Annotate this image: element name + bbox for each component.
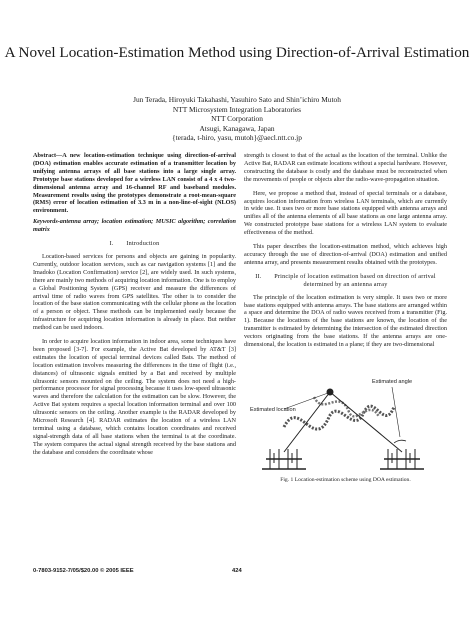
author-address: Atsugi, Kanagawa, Japan <box>199 123 275 133</box>
left-column <box>33 152 236 457</box>
radio-wave-path <box>284 406 394 429</box>
paper-title: A Novel Location-Estimation Method using Direction-of-Arrival Estimation <box>4 44 470 61</box>
label-estimated-angle: Estimated angle <box>372 378 413 385</box>
body-paragraph: The principle of the location estimation is very simple. It uses two or more base stations equipped with antenna arrays. The base stations are arranged within a space and determine the DOA of radio waves received from a transmitter (Fig. 1). Because the locations of the base stations are known, the location of the transmitter is estimated by determining the intersection of the estimated direction vectors originating from the base stations. If the antenna arrays are one-dimensional, the location is estimated in a plane; if they are two-dimensional <box>244 293 447 349</box>
doa-diagram <box>244 357 447 475</box>
abstract: Abstract—A new location-estimation technique using direction-of-arrival (DOA) estimation enables accurate estimation of a transmitter location by unifying antenna arrays of all base stations into a large single array. Prototype base stations developed for a wireless LAN consist of a 4 x 4 two-dimensional antenna array and 16-channel RF and baseband modules. Measurement results using the prototypes demonstrate a root-mean-square (RMS) error of location estimation of 3.3 m in a non-line-of-sight (NLOS) environment. <box>33 152 236 215</box>
keywords: Keywords-antenna array; location estimation; MUSIC algorithm; correlation matrix <box>33 218 236 234</box>
section-heading-introduction: I. Introduction <box>109 240 160 248</box>
figure-1 <box>244 357 447 485</box>
author-org: NTT Corporation <box>211 114 263 124</box>
page-number: 424 <box>232 568 242 574</box>
label-estimated-location: Estimated location <box>250 406 296 413</box>
body-paragraph: Here, we propose a method that, instead of special terminals or a database, acquires location information from wireless LAN terminals, which are currently in wide use. It uses two or more base stations equipped with antenna arrays and unifies all of the antenna elements of all base stations as one large antenna array. We constructed prototype base stations for a wireless LAN system to evaluate effectiveness of the method. <box>244 189 447 237</box>
author-block <box>0 95 474 143</box>
footer-isbn: 0-7803-9152-7/05/$20.00 © 2005 IEEE <box>33 568 134 574</box>
author-lab: NTT Microsystem Integration Laboratories <box>172 104 302 114</box>
body-paragraph: This paper describes the location-estimation method, which achieves high accuracy through the use of direction-of-arrival (DOA) estimation and unified antenna array, and presents measurement results obtained with the prototypes. <box>244 243 447 266</box>
right-column <box>244 152 447 485</box>
direction-vector <box>284 392 330 452</box>
author-email: {terada, t-hiro, yasu, mutoh}@aecl.ntt.co.jp <box>172 133 302 143</box>
direction-vector <box>330 392 402 452</box>
angle-arc <box>394 440 406 443</box>
author-names: Jun Terada, Hiroyuki Takahashi, Yasuhiro Sato and Shin’ichiro Mutoh <box>133 95 341 104</box>
section-heading-principle: II. Principle of location estimation based on direction of arrival determined by an antenna array <box>255 272 436 288</box>
body-paragraph: strength is closest to that of the actual as the location of the terminal. Unlike the Active Bat, RADAR can estimate locations without a special hardware. However, constructing the database is costly and the database must be reconstructed when the movements of people or objects alter the radio-wave-propagation situation. <box>244 152 447 183</box>
body-paragraph: Location-based services for persons and objects are gaining in popularity. Currently, outdoor location services, such as car navigation systems [1] and the Imadoko (Location Confirmation) service [2], are widely used. In such systems, there are mainly two methods of acquiring location information. One is to employ a Global Positioning System (GPS) receiver and measure the differences of arrival time of radio waves from GPS satellites. The other is to consider the location of the base station communicating with the cellular phone as the location of a person or object. These methods can be implemented easily because the infrastructure for acquiring location information is already in place. But neither method can be used indoors. <box>33 252 236 332</box>
body-paragraph: In order to acquire location information in indoor area, some techniques have been proposed [3-7]. For example, the Active Bat developed by AT&T [3] estimates the location of special terminal devices called Bats. The method of location estimation involves measuring the differences in the time of flight (i.e., distances) of ultrasonic signals emitted by a Bat and received by multiple ultrasonic sensors mounted on the ceiling. The system does not need a high-performance processor for signal processing because it uses low-speed ultrasonic waves and therefore the calculation for the estimation can be slow. However, the Active Bat system requires a special location information terminal and over 100 ultrasonic sensors on the ceiling. Another example is the RADAR developed by Microsoft Research [4]. RADAR estimates the location of a wireless LAN terminal using a database, which contains location coordinates and received signal-strength data of all base stations when the terminal is at the coordinate. The system compares the actual signal strength received by the base stations and the database and considers the coordinate whose <box>33 338 236 456</box>
figure-caption: Fig. 1 Location-estimation scheme using DOA estimation. <box>280 476 411 483</box>
